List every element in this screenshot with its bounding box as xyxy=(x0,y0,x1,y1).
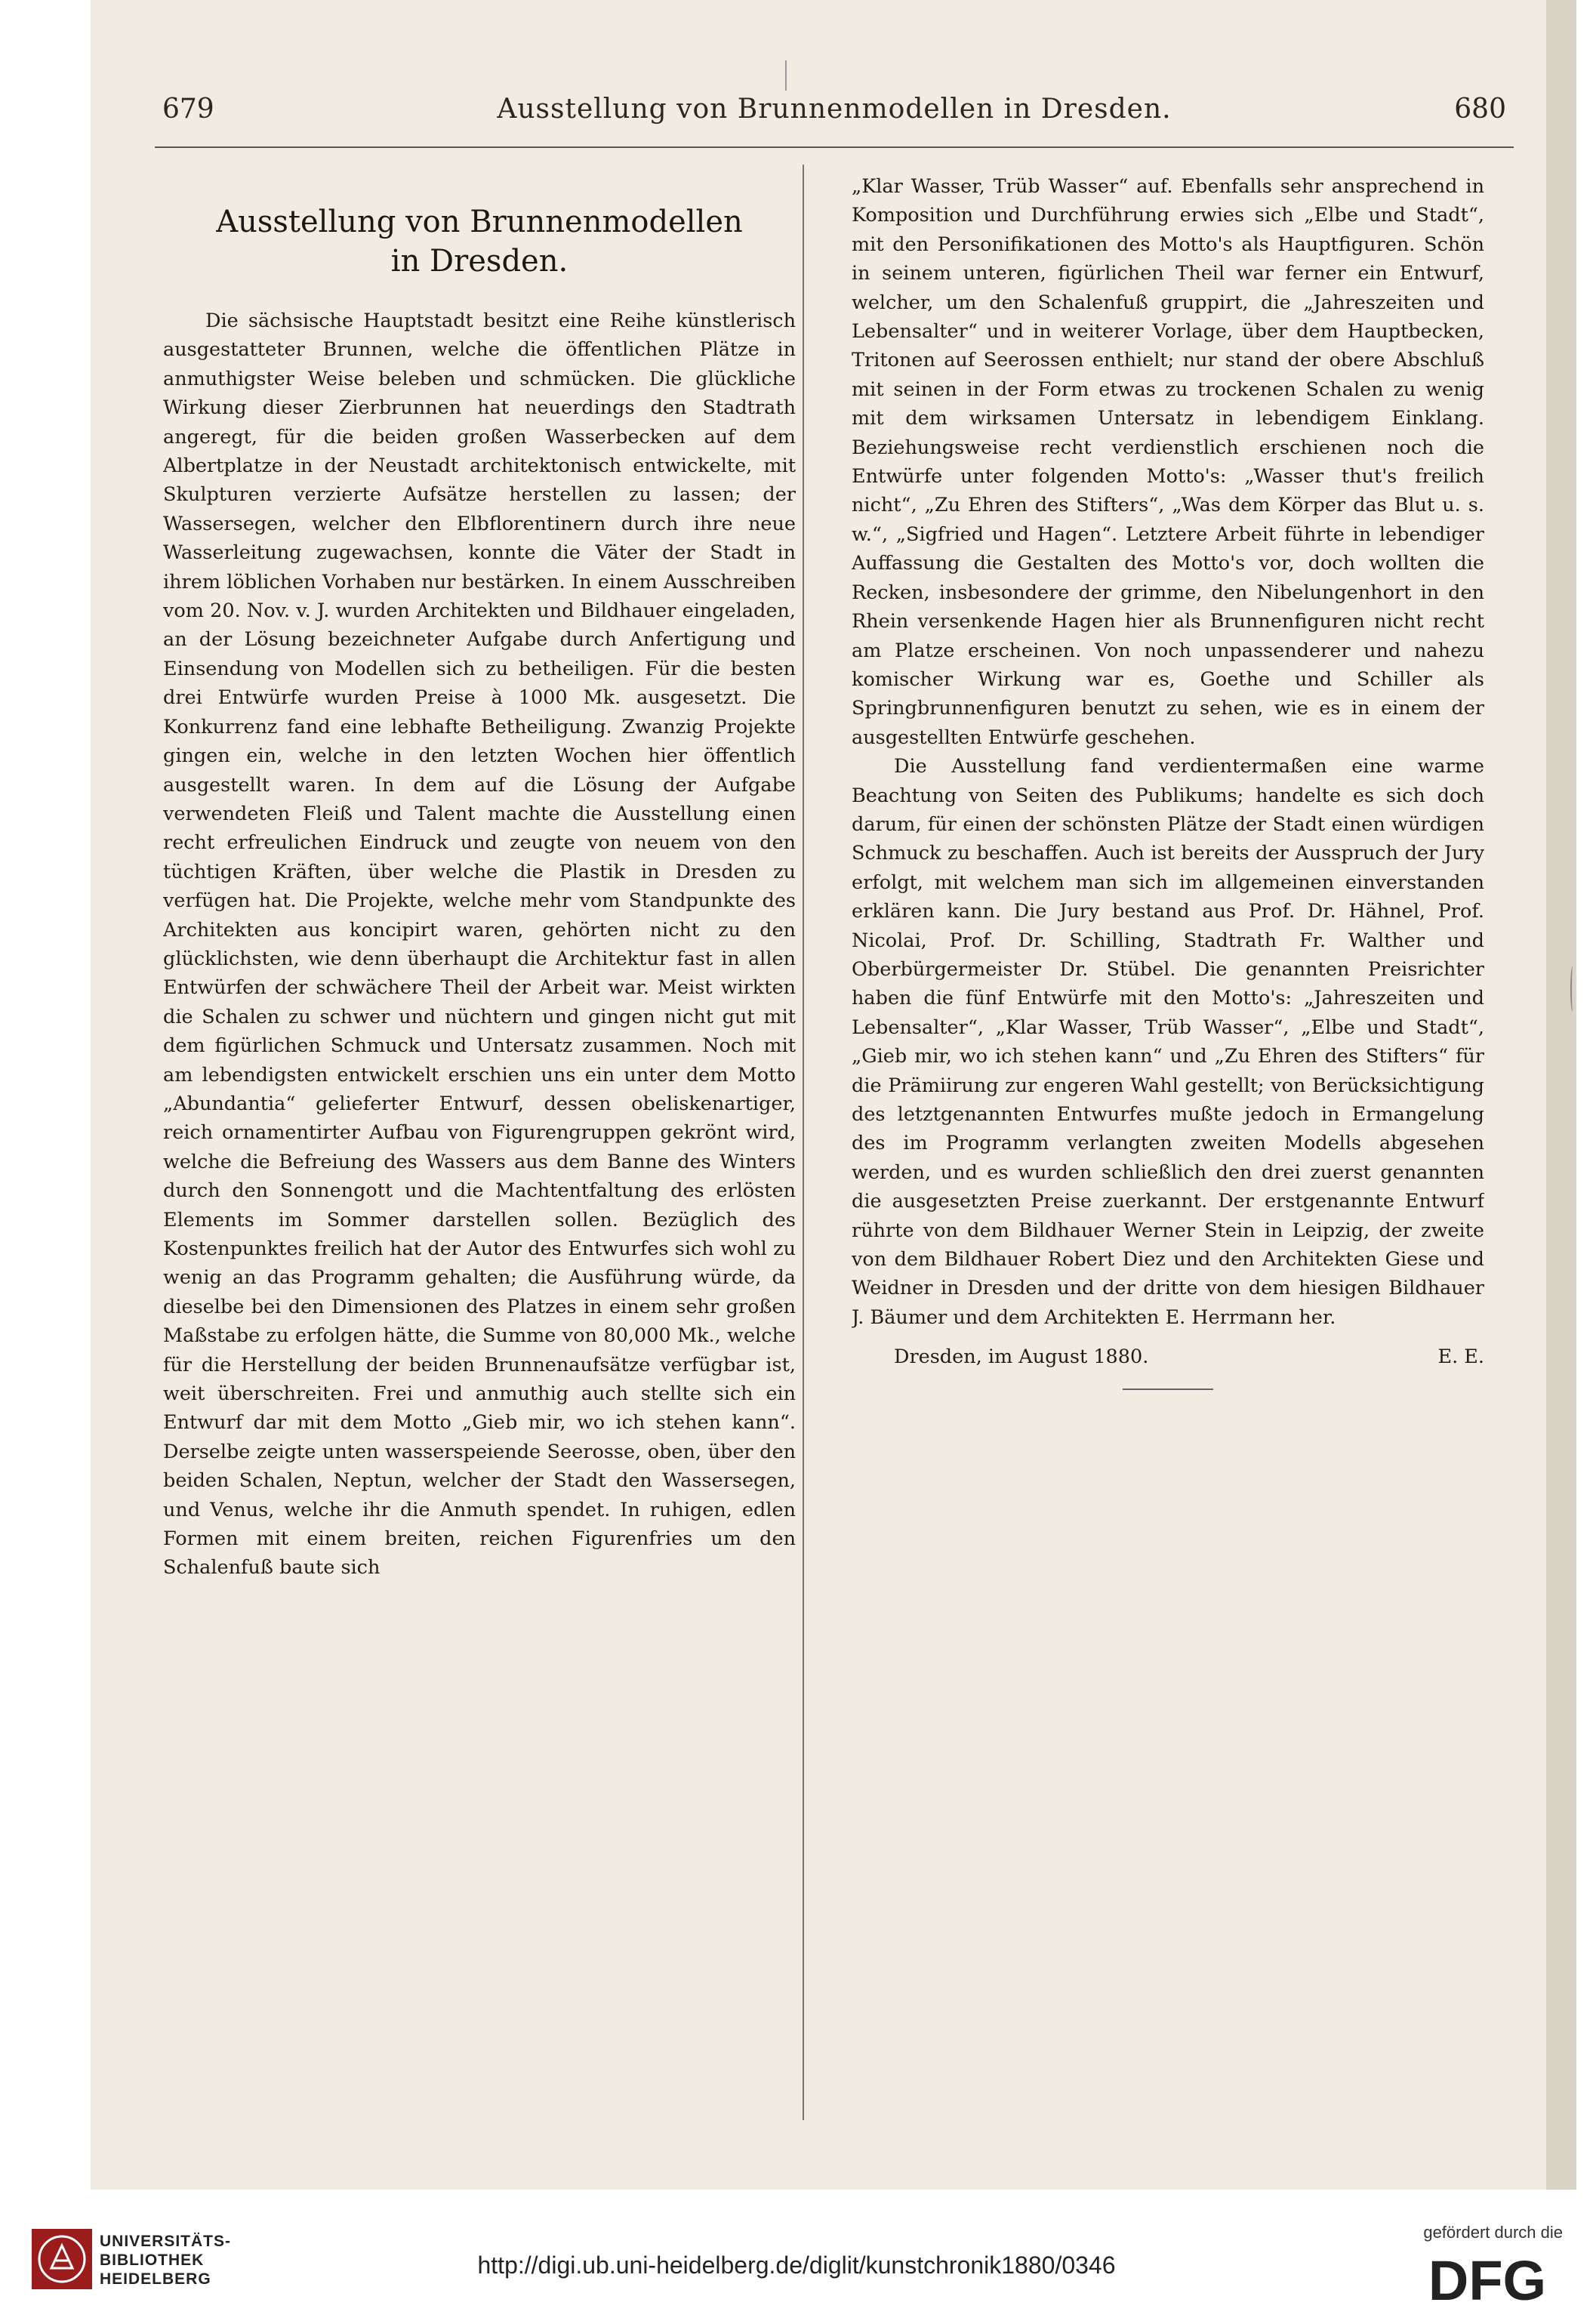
column-divider xyxy=(803,165,804,2120)
funding-note: gefördert durch die xyxy=(1423,2223,1563,2242)
header-rule xyxy=(155,146,1514,148)
digitization-footer xyxy=(0,2190,1593,2324)
page-number-right: 680 xyxy=(1454,94,1506,125)
page-number-left: 679 xyxy=(162,94,214,125)
body-paragraph: „Klar Wasser, Trüb Wasser“ auf. Ebenfalls sehr ansprechend in Komposition und Durchführung erwies sich „Elbe und Stadt“, mit den Personifikationen des Motto's als Hauptfiguren. Schön in seinem unteren, figürlichen Theil war ferner ein Entwurf, welcher, um den Schalenfuß gruppirt, die „Jahreszeiten und Lebensalter“ und in weiterer Vorlage, über dem Hauptbecken, Tritonen auf Seerossen enthielt; nur stand der obere Abschluß mit seinen in der Form etwas zu trockenen Schalen zu wenig mit dem wirksamen Untersatz in lebendigem Einklang. Beziehungsweise recht verdienstlich erschienen noch die Entwürfe unter folgenden Motto's: „Wasser thut's freilich nicht“, „Zu Ehren des Stifters“, „Was dem Körper das Blut u. s. w.“, „Sigfried und Hagen“. Letztere Arbeit führte in lebendiger Auffassung die Gestalten des Motto's vor, doch wollten die Recken, insbesondere der grimme, den Nibelungenhort in den Rhein versenkende Hagen hier als Brunnenfiguren nicht recht am Platze erscheinen. Von noch unpassenderer und nahezu komischer Wirkung war es, Goethe und Schiller als Springbrunnenfiguren benutzt zu sehen, wie es in einem der ausgestellten Entwürfe geschehen. xyxy=(852,175,1484,749)
dfg-logo-icon xyxy=(1412,2248,1563,2309)
running-header xyxy=(162,89,1506,134)
author-signature: E. E. xyxy=(1437,1345,1484,1369)
running-title: Ausstellung von Brunnenmodellen in Dresden. xyxy=(497,94,1172,125)
article-title-line-2: in Dresden. xyxy=(390,244,568,279)
right-column xyxy=(852,172,1484,2113)
library-name-line-1: UNIVERSITÄTS- xyxy=(100,2233,232,2250)
end-rule xyxy=(1123,1389,1213,1390)
body-paragraph: Die sächsische Hauptstadt besitzt eine Reihe künstlerisch ausgestatteter Brunnen, welche die öffentlichen Plätze in anmuthigster Weise beleben und schmücken. Die glückliche Wirkung dieser Zierbrunnen hat neuerdings den Stadtrath angeregt, für die beiden großen Wasserbecken auf dem Albertplatze in der Neustadt architektonisch entwickelte, mit Skulpturen verzierte Aufsätze herstellen zu lassen; der Wassersegen, welcher den Elbflorentinern durch ihre neue Wasserleitung zugewachsen, konnte die Väter der Stadt in ihrem löblichen Vorhaben nur bestärken. In einem Ausschreiben vom 20. Nov. v. J. wurden Architekten und Bildhauer eingeladen, an der Lösung bezeichneter Aufgabe durch Anfertigung und Einsendung von Modellen sich zu betheiligen. Für die besten drei Entwürfe wurden Preise à 1000 Mk. ausgesetzt. Die Konkurrenz fand eine lebhafte Betheiligung. Zwanzig Projekte gingen ein, welche in den letzten Wochen hier öffentlich ausgestellt waren. In dem auf die Lösung der Aufgabe verwendeten Fleiß und Talent machte die Ausstellung einen recht erfreulichen Eindruck und zeugte von neuem von den tüchtigen Kräften, über welche die Plastik in Dresden zu verfügen hat. Die Projekte, welche mehr vom Standpunkte des Architekten aus koncipirt waren, gehörten nicht zu den glücklichsten, wie denn überhaupt die Architektur fast in allen Entwürfen der schwächere Theil der Arbeit war. Meist wirkten die Schalen zu schwer und nüchtern und gingen nicht gut mit dem figürlichen Schmuck und Untersatz zusammen. Noch mit am lebendigsten entwickelt erschien uns ein unter dem Motto „Abundantia“ gelieferter Entwurf, dessen obeliskenartiger, reich ornamentirter Aufbau von Figurengruppen gekrönt wird, welche die Befreiung des Wassers aus dem Banne des Winters durch den Sonnengott und die Machtentfaltung des erlösten Elements im Sommer darstellen sollen. Bezüglich des Kostenpunktes freilich hat der Autor des Entwurfes sich wohl zu wenig an das Programm gehalten; die Ausführung würde, da dieselbe bei den Dimensionen des Platzes in einem sehr großen Maßstabe zu erfolgen hätte, die Summe von 80,000 Mk., welche für die Herstellung der beiden Brunnenaufsätze verfügbar ist, weit überschreiten. Frei und anmuthig auch stellte sich ein Entwurf dar mit dem Motto „Gieb mir, wo ich stehen kann“. Derselbe zeigte unten wasserspeiende Seerosse, oben, über den beiden Schalen, Neptun, welcher der Stadt den Wassersegen, und Venus, welche ihr die Anmuth spendet. In ruhigen, edlen Formen mit einem breiten, reichen Figurenfries um den Schalenfuß baute sich xyxy=(163,310,796,1580)
library-name-line-3: HEIDELBERG xyxy=(100,2270,211,2288)
library-name-line-2: BIBLIOTHEK xyxy=(100,2252,205,2269)
left-column xyxy=(163,172,796,2113)
signoff xyxy=(852,1342,1484,1371)
margin-pencil-mark xyxy=(1570,966,1575,1012)
body-paragraph: Die Ausstellung fand verdientermaßen eine warme Beachtung von Seiten des Publikums; handelte es sich doch darum, für einen der schönsten Plätze der Stadt einen würdigen Schmuck zu beschaffen. Auch ist bereits der Ausspruch der Jury erfolgt, mit welchem man sich im allgemeinen einverstanden erklären kann. Die Jury bestand aus Prof. Dr. Hähnel, Prof. Nicolai, Prof. Dr. Schilling, Stadtrath Fr. Walther und Oberbürgermeister Dr. Stübel. Die genannten Preisrichter haben die fünf Entwürfe mit den Motto's: „Jahreszeiten und Lebensalter“, „Klar Wasser, Trüb Wasser“, „Elbe und Stadt“, „Gieb mir, wo ich stehen kann“ und „Zu Ehren des Stifters“ für die Prämiirung zur engeren Wahl gestellt; von Berücksichtigung des letztgenannten Entwurfes mußte jedoch in Ermangelung des im Programm verlangten zweiten Modells abgesehen werden, und es wurden schließlich den drei zuerst genannten die ausgesetzten Preise zuerkannt. Der erstgenannte Entwurf rührte von dem Bildhauer Werner Stein in Leipzig, der zweite von dem Bildhauer Robert Diez und den Architekten Giese und Weidner in Dresden und der dritte von dem hiesigen Bildhauer J. Bäumer und dem Architekten E. Herrmann her. xyxy=(852,755,1484,1329)
dfg-logo-text: DFG xyxy=(1428,2249,1547,2309)
page-edge xyxy=(1546,0,1576,2190)
article-title xyxy=(163,202,796,281)
permalink-url[interactable]: http://digi.ub.uni-heidelberg.de/diglit/kunstchronik1880/0346 xyxy=(477,2252,1116,2279)
place-date: Dresden, im August 1880. xyxy=(894,1345,1149,1369)
article-title-line-1: Ausstellung von Brunnenmodellen xyxy=(216,205,743,239)
gutter-mark xyxy=(785,60,787,91)
